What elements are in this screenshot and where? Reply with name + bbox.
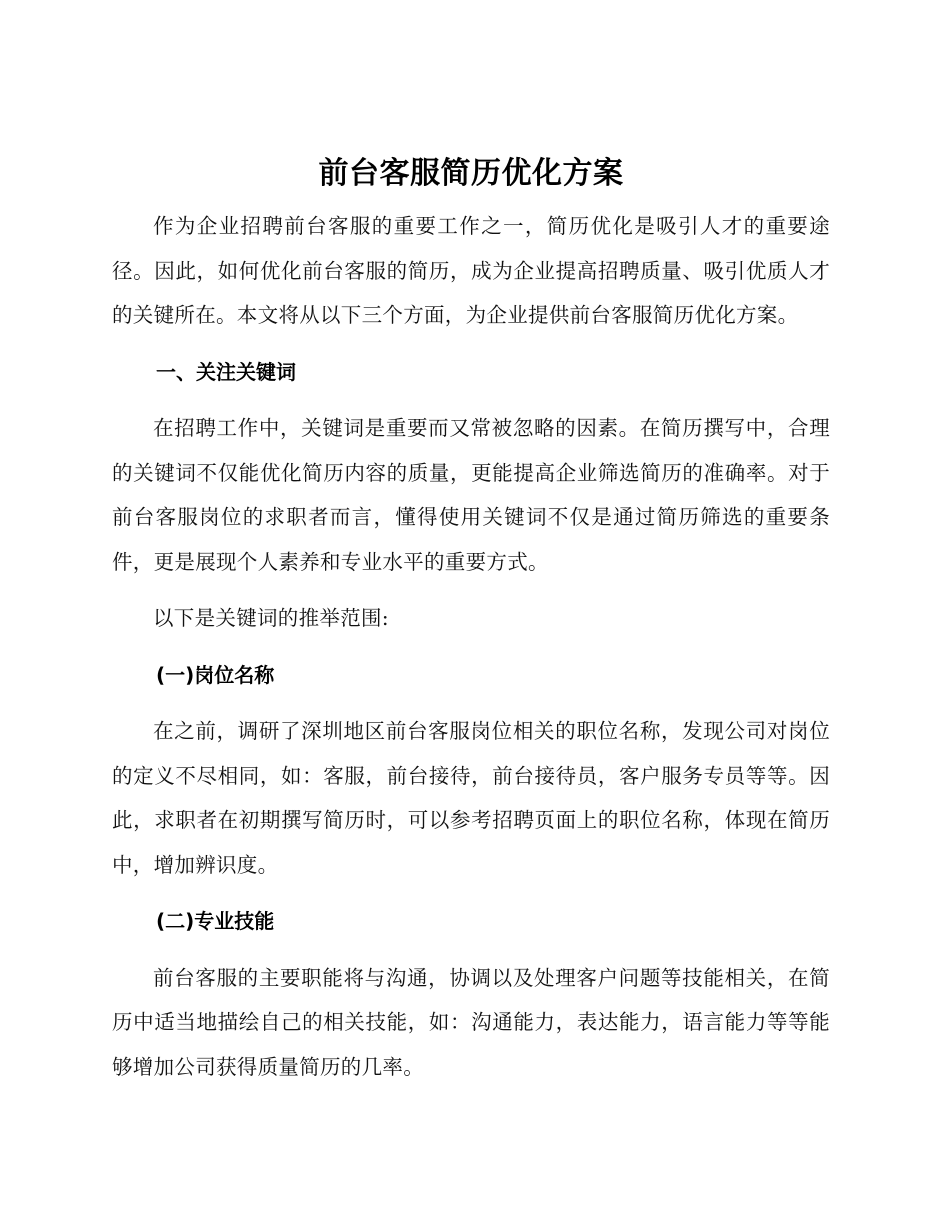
section-heading-keywords: 一、关注关键词	[156, 359, 296, 384]
section1-paragraph-1: 在招聘工作中，关键词是重要而又常被忽略的因素。在简历撰写中，合理的关键词不仅能优化简历内容的质量，更能提高企业筛选简历的准确率。对于前台客服岗位的求职者而言，懂得使用关键词不仅是通过简历筛选的重要条件，更是展现个人素养和专业水平的重要方式。	[112, 416, 830, 574]
subsection-heading-professional-skills: (二)专业技能	[156, 909, 275, 933]
subsection-heading-position-name: (一)岗位名称	[156, 662, 275, 687]
spacer	[112, 697, 830, 709]
document-page	[112, 150, 830, 1089]
spacer	[112, 338, 830, 350]
subsection2-paragraph: 前台客服的主要职能将与沟通，协调以及处理客户问题等技能相关，在简历中适当地描绘自己的相关技能，如：沟通能力，表达能力，语言能力等等能够增加公司获得质量简历的几率。	[112, 965, 830, 1079]
spacer	[112, 584, 830, 596]
intro-paragraph: 作为企业招聘前台客服的重要工作之一，简历优化是吸引人才的重要途径。因此，如何优化前台客服的简历，成为企业提高招聘质量、吸引优质人才的关键所在。本文将从以下三个方面，为企业提供前台客服简历优化方案。	[112, 214, 830, 327]
spacer	[112, 944, 830, 956]
subsection1-paragraph: 在之前，调研了深圳地区前台客服岗位相关的职位名称，发现公司对岗位的定义不尽相同，如：客服，前台接待，前台接待员，客户服务专员等等。因此，求职者在初期撰写简历时，可以参考招聘页面上的职位名称，体现在简历中，增加辨识度。	[112, 719, 830, 877]
document-title: 前台客服简历优化方案	[318, 156, 624, 191]
spacer	[112, 394, 830, 406]
section1-paragraph-2: 以下是关键词的推举范围:	[153, 606, 390, 630]
spacer	[112, 887, 830, 899]
spacer	[112, 641, 830, 653]
